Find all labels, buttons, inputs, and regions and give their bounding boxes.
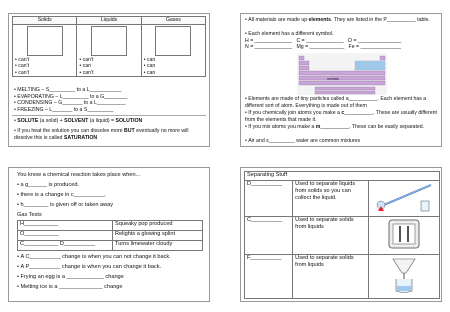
ice-line: • Melting ice is a ______________ change <box>17 284 207 291</box>
air-bullet: • Air and s_________ water are common mixtures <box>245 138 441 145</box>
atoms-bullet: • Elements are made of tiny particles called a__________. Each element has a different sort of atom. Everything is made out of them <box>245 96 441 109</box>
physical-change-line: • A P__________ change is when you can change it back. <box>17 264 207 271</box>
solids-prop: • can't <box>15 57 74 64</box>
centrifuge-icon <box>371 217 437 251</box>
table-row <box>245 217 440 255</box>
filtration-cell <box>369 255 440 299</box>
distillation-apparatus-icon <box>371 181 437 213</box>
table-row <box>18 221 203 231</box>
periodic-table-image <box>297 53 387 95</box>
header-gases: Gases <box>141 17 205 25</box>
gases-prop: • can <box>144 70 203 77</box>
header-liquids: Liquids <box>77 17 141 25</box>
method-desc: Used to separate solids from liquids <box>293 217 369 255</box>
liquids-prop: • can't <box>79 70 138 77</box>
elements-bullet: • All materials are made up elements. They are listed in the P__________ table. <box>245 17 439 24</box>
gas-test: Squeaky pop produced <box>113 221 203 231</box>
melting-line: • MELTING – S_________ to a L___________ <box>14 87 208 94</box>
change-types-list <box>17 254 207 291</box>
reaction-intro: You know a chemical reaction takes place when... <box>17 172 141 178</box>
method-desc: Used to separate liquids from solids so you can collect the liquid. <box>293 181 369 217</box>
reaction-signs <box>17 182 207 209</box>
gas-name: C___________ D__________ <box>18 241 113 251</box>
symbols-row-2: N = _____________ Mg = ____________ Fe = ______________ <box>245 44 401 50</box>
table-row <box>18 241 203 251</box>
gas-test: Turns limewater cloudy <box>113 241 203 251</box>
distillation-cell <box>369 181 440 217</box>
elements-panel <box>240 13 442 147</box>
method-name: F__________ <box>245 255 293 299</box>
symbols-row-1: H = _____________ C = _____________ O = _______________ <box>245 38 402 44</box>
gases-drawing-box <box>155 26 191 56</box>
solids-prop: • can't <box>15 70 74 77</box>
gases-prop: • can <box>144 63 203 70</box>
gas-tests-title: Gas Tests <box>17 212 42 218</box>
table-row <box>18 231 203 241</box>
filtration-funnel-icon <box>371 255 437 295</box>
compound-bullet: • If you chemically join atoms you make a c__________. These are usually different from the elements that made it. <box>245 110 441 123</box>
gas-sign: • a g______ is produced. <box>17 182 207 189</box>
chemical-change-line: • A C__________ change is when you can not change it back. <box>17 254 207 261</box>
solution-line: • SOLUTE (a solid) + SOLVENT (a liquid) = SOLUTION <box>14 118 208 125</box>
heat-sign: • h________ is given off or taken away <box>17 202 207 209</box>
chemical-reactions-panel <box>8 167 210 302</box>
gas-name: H___________ <box>18 221 113 231</box>
evaporating-line: • EVAPORATING – L_________ to a G________ <box>14 94 208 101</box>
centrifuge-cell <box>369 217 440 255</box>
solids-prop: • can't <box>15 63 74 70</box>
states-of-matter-panel <box>8 13 210 147</box>
symbol-bullet: • Each element has a different symbol. <box>245 31 439 38</box>
method-desc: Used to separate solids from liquids <box>293 255 369 299</box>
saturation-text: • If you heat the solution you can dissolve more BUT eventually no more will dissolve this is called SATURATION <box>14 128 208 141</box>
liquids-prop: • can't <box>79 57 138 64</box>
condensing-line: • CONDENSING – G_______ to a L__________ <box>14 100 208 107</box>
liquids-prop: • can <box>79 63 138 70</box>
gas-name: O___________ <box>18 231 113 241</box>
gases-prop: • can <box>144 57 203 64</box>
table-row <box>245 255 440 299</box>
changes-of-state-list <box>14 87 208 113</box>
solids-drawing-box <box>27 26 63 56</box>
separating-table <box>244 171 440 299</box>
states-table <box>12 16 206 77</box>
egg-line: • Frying an egg is a ____________ change <box>17 274 207 281</box>
gas-test: Relights a glowing splint <box>113 231 203 241</box>
table-row <box>245 181 440 217</box>
metals-label: metals <box>327 76 339 81</box>
gas-tests-table <box>17 220 203 251</box>
freezing-line: • FREEZING – L_______ to a S_________ <box>14 107 208 114</box>
mixture-bullet: • If you mix atoms you make a m__________. These can be easily separated. <box>245 124 441 131</box>
liquids-drawing-box <box>91 26 127 56</box>
header-solids: Solids <box>13 17 77 25</box>
separating-panel <box>240 167 442 302</box>
method-name: D__________ <box>245 181 293 217</box>
separating-title: Separating Stuff <box>245 172 440 181</box>
method-name: C__________ <box>245 217 293 255</box>
colour-sign: • there is a change in c__________. <box>17 192 207 199</box>
